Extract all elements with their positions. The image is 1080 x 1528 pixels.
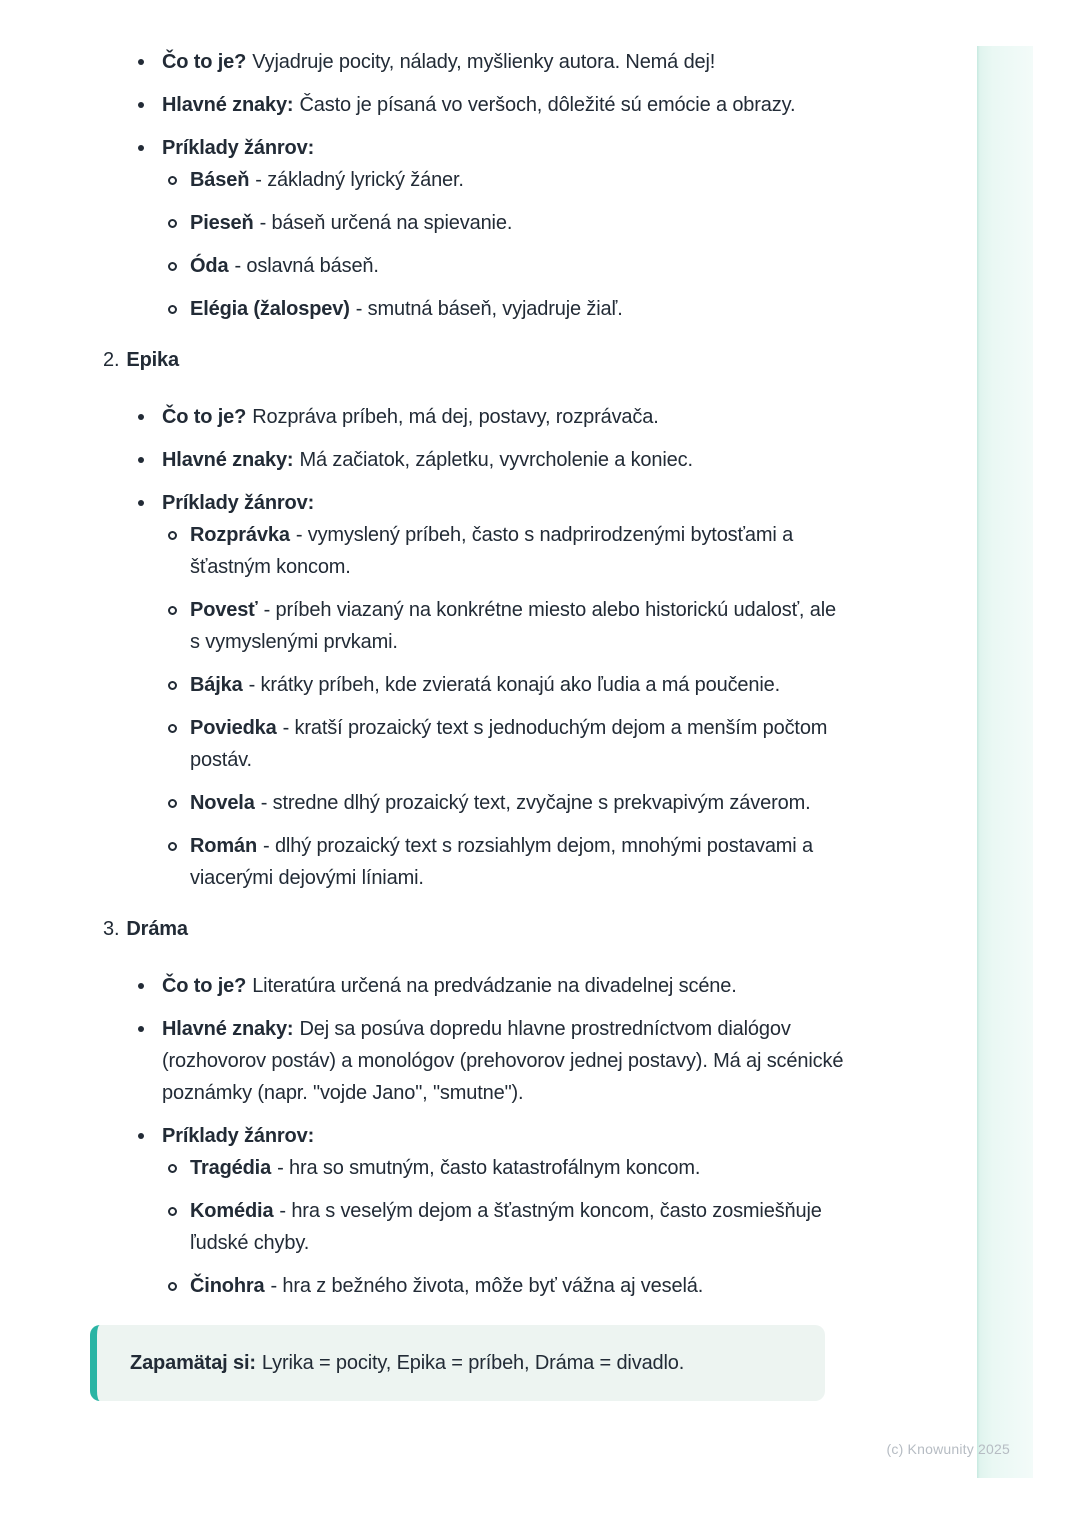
list-item-text	[190, 712, 842, 776]
list-item	[167, 1152, 852, 1184]
item-lead: Román	[190, 835, 258, 857]
list-item-text	[190, 250, 842, 282]
bullet-list-lyrika	[137, 46, 1080, 325]
list-item	[167, 594, 852, 658]
item-body: Literatúra určená na predvádzanie na divadelnej scéne.	[252, 975, 737, 997]
item-lead: Novela	[190, 792, 255, 814]
list-item	[167, 293, 852, 325]
item-body: - stredne dlhý prozaický text, zvyčajne s prekvapivým záverom.	[260, 792, 811, 814]
bullet-icon	[137, 132, 162, 325]
list-item	[137, 444, 1080, 476]
list-item-text	[162, 89, 852, 121]
circle-bullet-icon	[167, 830, 190, 894]
list-item-text	[162, 1013, 852, 1109]
circle-bullet-icon	[167, 293, 190, 325]
callout	[90, 1325, 825, 1401]
list-item	[137, 1120, 1080, 1302]
section-title: Epika	[126, 349, 180, 371]
item-lead: Bájka	[190, 674, 243, 696]
list-item-text	[190, 1152, 842, 1184]
item-body: Rozpráva príbeh, má dej, postavy, rozprávača.	[252, 406, 659, 428]
section-heading-epika	[103, 344, 1080, 376]
list-item-text	[162, 1120, 852, 1152]
list-item	[167, 1195, 852, 1259]
list-item-text	[190, 787, 842, 819]
item-body: - krátky príbeh, kde zvieratá konajú ako ľudia a má poučenie.	[248, 674, 781, 696]
item-lead: Hlavné znaky:	[162, 94, 294, 116]
list-item	[167, 830, 852, 894]
bullet-icon	[137, 487, 162, 894]
circle-bullet-icon	[167, 1152, 190, 1184]
list-item-text	[190, 164, 842, 196]
item-lead: Čo to je?	[162, 51, 247, 73]
list-item-group	[162, 1120, 852, 1302]
item-lead: Príklady žánrov:	[162, 492, 315, 514]
sub-list	[167, 519, 852, 894]
bullet-icon	[137, 970, 162, 1002]
section-number: 3.	[103, 918, 120, 940]
bullet-list-epika	[137, 401, 1080, 894]
item-lead: Povesť	[190, 599, 258, 621]
circle-bullet-icon	[167, 1195, 190, 1259]
item-body: - dlhý prozaický text s rozsiahlym dejom, mnohými postavami a viacerými dejovými líniami.	[190, 835, 813, 889]
list-item-group	[162, 132, 852, 325]
list-item-text	[190, 1195, 842, 1259]
bullet-icon	[137, 46, 162, 78]
item-lead: Činohra	[190, 1275, 265, 1297]
list-item	[137, 89, 1080, 121]
sub-list	[167, 1152, 852, 1302]
list-item-text	[190, 830, 842, 894]
item-lead: Báseň	[190, 169, 250, 191]
item-body: - príbeh viazaný na konkrétne miesto alebo historickú udalosť, ale s vymyslenými prvkami.	[190, 599, 836, 653]
copyright-watermark: (c) Knowunity 2025	[886, 1441, 1010, 1457]
circle-bullet-icon	[167, 250, 190, 282]
list-item	[137, 401, 1080, 433]
item-body: Vyjadruje pocity, nálady, myšlienky autora. Nemá dej!	[252, 51, 716, 73]
item-lead: Hlavné znaky:	[162, 449, 294, 471]
bullet-icon	[137, 1013, 162, 1109]
list-item	[167, 250, 852, 282]
item-body: - báseň určená na spievanie.	[259, 212, 513, 234]
item-body: - kratší prozaický text s jednoduchým dejom a menším počtom postáv.	[190, 717, 828, 771]
item-lead: Príklady žánrov:	[162, 1125, 315, 1147]
list-item	[167, 787, 852, 819]
list-item	[137, 1013, 1080, 1109]
item-lead: Čo to je?	[162, 975, 247, 997]
circle-bullet-icon	[167, 669, 190, 701]
list-item-text	[190, 207, 842, 239]
list-item	[137, 487, 1080, 894]
item-body: - hra z bežného života, môže byť vážna aj veselá.	[270, 1275, 704, 1297]
item-lead: Poviedka	[190, 717, 277, 739]
bullet-icon	[137, 1120, 162, 1302]
circle-bullet-icon	[167, 712, 190, 776]
item-lead: Komédia	[190, 1200, 274, 1222]
list-item	[167, 712, 852, 776]
item-lead: Hlavné znaky:	[162, 1018, 294, 1040]
circle-bullet-icon	[167, 207, 190, 239]
list-item-text	[190, 594, 842, 658]
item-lead: Tragédia	[190, 1157, 272, 1179]
item-lead: Rozprávka	[190, 524, 290, 546]
item-lead: Pieseň	[190, 212, 254, 234]
bullet-icon	[137, 401, 162, 433]
list-item	[167, 207, 852, 239]
list-item-text	[190, 1270, 842, 1302]
circle-bullet-icon	[167, 164, 190, 196]
item-lead: Elégia (žalospev)	[190, 298, 350, 320]
list-item-text	[162, 444, 852, 476]
circle-bullet-icon	[167, 519, 190, 583]
bullet-icon	[137, 444, 162, 476]
item-body: - smutná báseň, vyjadruje žiaľ.	[355, 298, 623, 320]
item-body: - vymyslený príbeh, často s nadprirodzenými bytosťami a šťastným koncom.	[190, 524, 794, 578]
circle-bullet-icon	[167, 594, 190, 658]
bullet-list-drama	[137, 970, 1080, 1302]
list-item-text	[162, 401, 852, 433]
item-lead: Čo to je?	[162, 406, 247, 428]
list-item	[167, 669, 852, 701]
list-item	[137, 132, 1080, 325]
item-body: - hra s veselým dejom a šťastným koncom, často zosmiešňuje ľudské chyby.	[190, 1200, 822, 1254]
list-item-text	[162, 46, 852, 78]
item-body: - základný lyrický žáner.	[255, 169, 464, 191]
section-title: Dráma	[126, 918, 188, 940]
circle-bullet-icon	[167, 787, 190, 819]
callout-text: Lyrika = pocity, Epika = príbeh, Dráma = divadlo.	[261, 1352, 685, 1374]
list-item	[167, 1270, 852, 1302]
list-item-text	[190, 669, 842, 701]
item-body: Dej sa posúva dopredu hlavne prostredníctvom dialógov (rozhovorov postáv) a monológov (prehovorov jednej postavy). Má aj scénické poznámky (napr. "vojde Jano", "smutne").	[162, 1018, 844, 1104]
list-item-text	[162, 132, 852, 164]
list-item-text	[190, 293, 842, 325]
callout-lead: Zapamätaj si:	[130, 1352, 256, 1374]
list-item	[137, 46, 1080, 78]
item-body: Často je písaná vo veršoch, dôležité sú emócie a obrazy.	[299, 94, 796, 116]
item-body: - oslavná báseň.	[234, 255, 379, 277]
item-body: Má začiatok, zápletku, vyvrcholenie a koniec.	[299, 449, 693, 471]
section-heading-drama	[103, 913, 1080, 945]
circle-bullet-icon	[167, 1270, 190, 1302]
bullet-icon	[137, 89, 162, 121]
list-item	[167, 164, 852, 196]
list-item	[167, 519, 852, 583]
list-item	[137, 970, 1080, 1002]
item-lead: Óda	[190, 255, 229, 277]
sub-list	[167, 164, 852, 325]
item-lead: Príklady žánrov:	[162, 137, 315, 159]
list-item-text	[162, 487, 852, 519]
list-item-text	[190, 519, 842, 583]
list-item-text	[162, 970, 852, 1002]
section-number: 2.	[103, 349, 120, 371]
item-body: - hra so smutným, často katastrofálnym koncom.	[277, 1157, 701, 1179]
list-item-group	[162, 487, 852, 894]
